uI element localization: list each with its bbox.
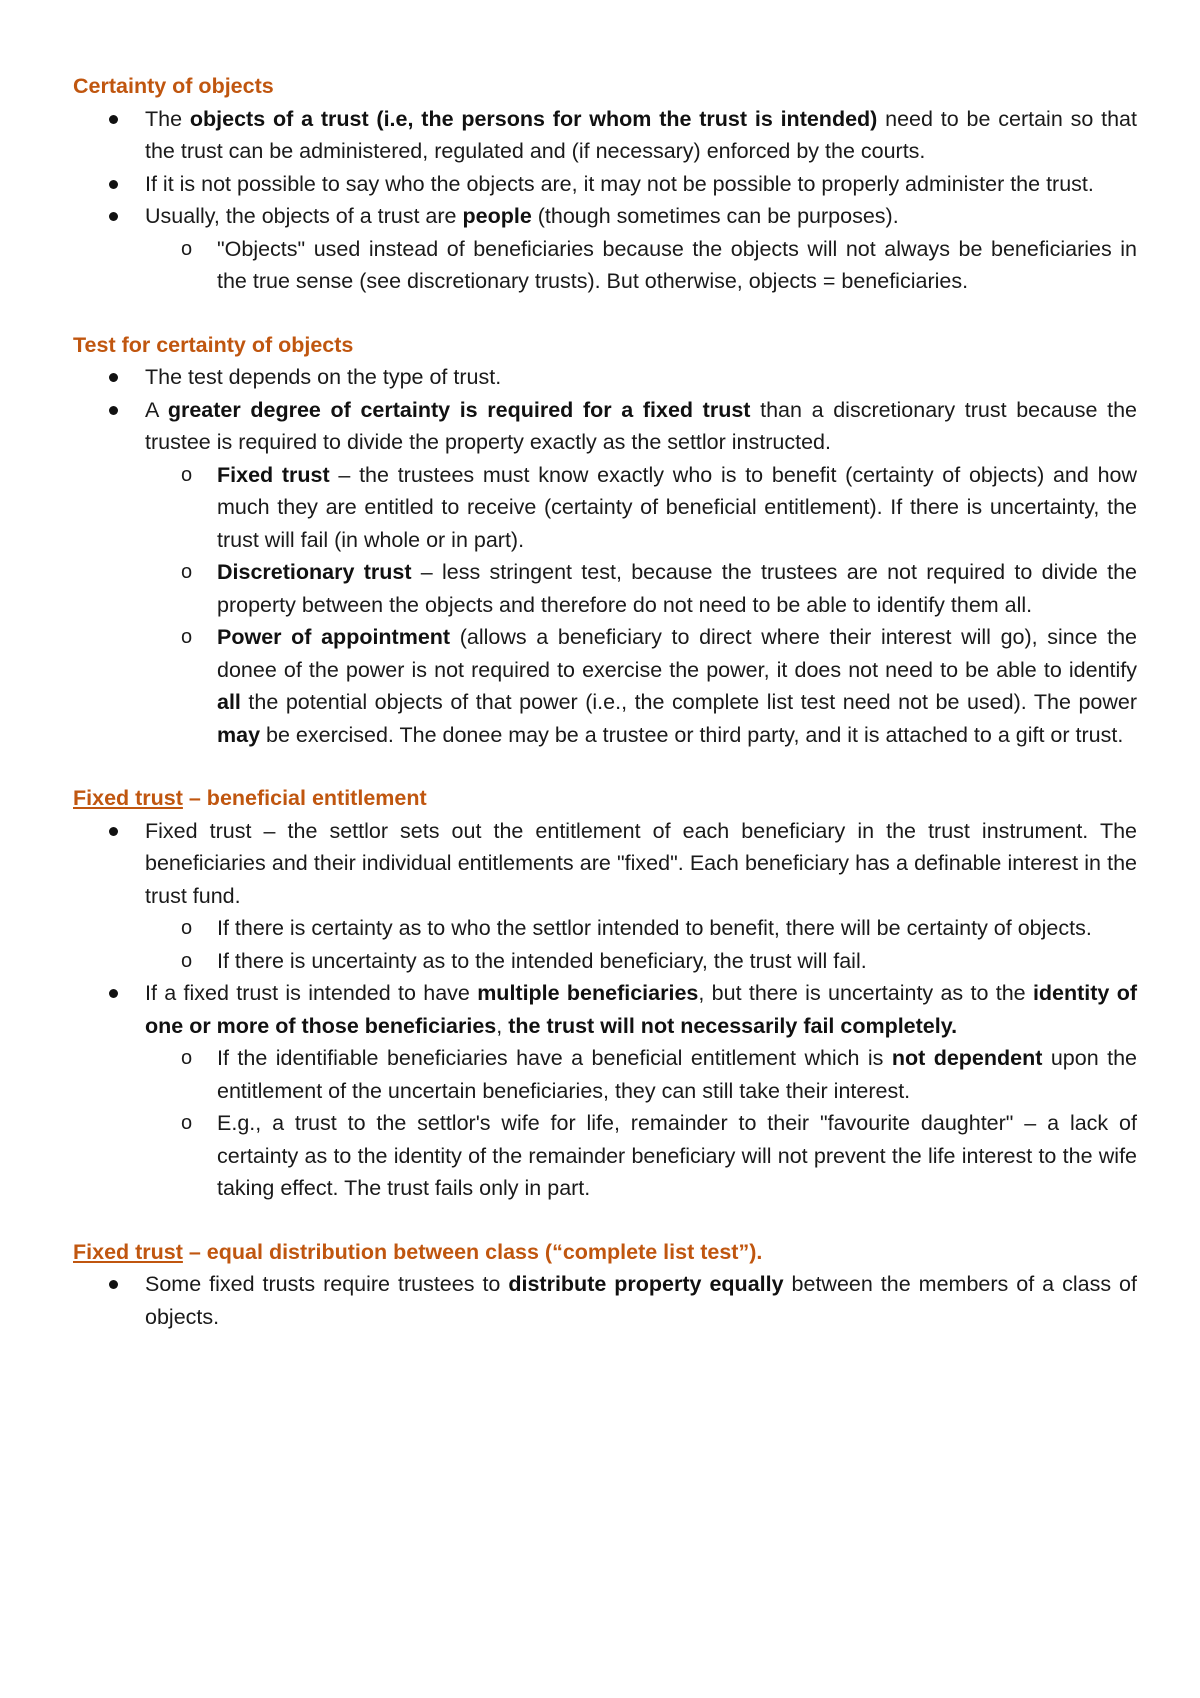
bullet-list xyxy=(73,815,1137,1205)
heading-rest: – equal distribution between class (“complete list test”). xyxy=(182,1239,763,1264)
bullet-list xyxy=(73,103,1137,298)
text-run: – less stringent test, because the trustees are not required to divide the property between the objects and therefore do not need to be able to identify them all. xyxy=(217,560,1137,617)
section-complete-list-test xyxy=(73,1236,1137,1334)
section-test-for-certainty xyxy=(73,329,1137,752)
sub-bullet-item xyxy=(145,945,1137,978)
sub-bullet-item xyxy=(145,233,1137,298)
bold-text: Fixed trust xyxy=(217,462,330,487)
sub-bullet-item xyxy=(145,556,1137,621)
text-run: Fixed trust – the settlor sets out the entitlement of each beneficiary in the trust instrument. The beneficiaries and their individual entitlements are "fixed". Each beneficiary has a definable interest in the trust fund. xyxy=(145,818,1137,908)
text-run: The xyxy=(145,106,190,131)
bold-text: not dependent xyxy=(891,1046,1043,1070)
text-run: (allows a beneficiary to direct where their interest will go), since the donee of the power is not required to exercise the power, it does not need to be able to identify xyxy=(217,625,1138,682)
bold-text: greater degree of certainty is required for a fixed trust xyxy=(167,397,751,422)
bold-text: Discretionary trust xyxy=(217,560,412,584)
text-run: the potential objects of that power (i.e., the complete list test need not be used). The power xyxy=(240,690,1137,714)
sub-bullet-marker: o xyxy=(181,1047,193,1069)
bullet-item xyxy=(73,977,1137,1205)
text-run: be exercised. The donee may be a trustee or third party, and it is attached to a gift or trust. xyxy=(260,722,1124,747)
bold-text: identity of one or more of those beneficiaries xyxy=(145,981,1137,1038)
document-page xyxy=(73,70,1137,1364)
bold-text: distribute property equally xyxy=(508,1272,784,1296)
bullet-item xyxy=(73,103,1137,168)
text-run: – the trustees must know exactly who is to benefit (certainty of objects) and how much they are entitled to receive (certainty of beneficial entitlement). If there is uncertainty, the trust will fail (in whole or in part). xyxy=(217,462,1138,552)
bullet-list xyxy=(73,361,1137,751)
text-run: If there is uncertainty as to the intended beneficiary, the trust will fail. xyxy=(217,948,867,973)
bold-text: people xyxy=(462,204,532,228)
bold-text: all xyxy=(217,690,241,714)
text-run: Usually, the objects of a trust are xyxy=(145,204,463,228)
bold-text: may xyxy=(217,722,261,747)
text-run: If a fixed trust is intended to have xyxy=(145,981,478,1005)
section-heading: Test for certainty of objects xyxy=(73,332,354,357)
sub-list xyxy=(145,233,1137,298)
sub-bullet-marker: o xyxy=(181,949,193,972)
bold-text: objects of a trust (i.e, the persons for whom the trust is intended) xyxy=(189,106,878,131)
section-heading xyxy=(73,1236,1137,1269)
heading-underlined: Fixed trust xyxy=(73,786,183,810)
sub-bullet-marker: o xyxy=(181,237,193,260)
bold-text: the trust will not necessarily fail completely. xyxy=(508,1013,958,1038)
heading-underlined: Fixed trust xyxy=(73,1239,183,1264)
text-run: (though sometimes can be purposes). xyxy=(531,204,899,228)
sub-bullet-item xyxy=(145,912,1137,945)
bullet-item xyxy=(73,1268,1137,1333)
bullet-item xyxy=(73,394,1137,752)
text-run: upon the entitlement of the uncertain beneficiaries, they can still take their interest. xyxy=(217,1046,1137,1103)
text-run: If there is certainty as to who the settlor intended to benefit, there will be certainty of objects. xyxy=(217,916,1092,940)
text-run: , xyxy=(496,1013,509,1038)
sub-bullet-marker: o xyxy=(181,463,193,486)
text-run: E.g., a trust to the settlor's wife for life, remainder to their "favourite daughter" – a lack of certainty as to the identity of the remainder beneficiary will not prevent the life interest to the wife taking effect. The trust fails only in part. xyxy=(217,1111,1137,1200)
sub-list xyxy=(145,459,1137,752)
bold-text: Power of appointment xyxy=(217,625,451,649)
sub-bullet-marker: o xyxy=(181,561,193,583)
text-run: than a discretionary trust because the trustee is required to divide the property exactly as the settlor instructed. xyxy=(145,397,1138,454)
sub-bullet-marker: o xyxy=(181,626,193,648)
text-run: A xyxy=(145,397,168,422)
sub-bullet-item xyxy=(145,1107,1137,1205)
text-run: "Objects" used instead of beneficiaries because the objects will not always be beneficiaries in the true sense (see discretionary trusts). But otherwise, objects = beneficiaries. xyxy=(217,236,1137,293)
bold-text: multiple beneficiaries xyxy=(477,981,699,1005)
section-fixed-trust-entitlement xyxy=(73,782,1137,1205)
sub-list xyxy=(145,1042,1137,1205)
sub-bullet-item xyxy=(145,621,1137,751)
section-heading xyxy=(73,782,1137,815)
text-run: , but there is uncertainty as to the xyxy=(698,981,1033,1005)
bullet-item: The test depends on the type of trust. xyxy=(73,361,1137,394)
bullet-item xyxy=(73,815,1137,978)
sub-bullet-item xyxy=(145,459,1137,557)
bullet-item: If it is not possible to say who the objects are, it may not be possible to properly administer the trust. xyxy=(73,168,1137,201)
sub-bullet-marker: o xyxy=(181,917,193,939)
text-run: need to be certain so that the trust can be administered, regulated and (if necessary) enforced by the courts. xyxy=(145,106,1137,163)
bullet-item xyxy=(73,200,1137,298)
text-run: between the members of a class of objects. xyxy=(145,1272,1137,1329)
bullet-list xyxy=(73,1268,1137,1333)
text-run: Some fixed trusts require trustees to xyxy=(145,1272,509,1296)
heading-rest: – beneficial entitlement xyxy=(182,786,427,810)
sub-bullet-marker: o xyxy=(181,1112,193,1134)
section-certainty-of-objects xyxy=(73,70,1137,298)
section-heading: Certainty of objects xyxy=(73,74,274,98)
text-run: If the identifiable beneficiaries have a beneficial entitlement which is xyxy=(217,1046,892,1070)
sub-list xyxy=(145,912,1137,977)
sub-bullet-item xyxy=(145,1042,1137,1107)
